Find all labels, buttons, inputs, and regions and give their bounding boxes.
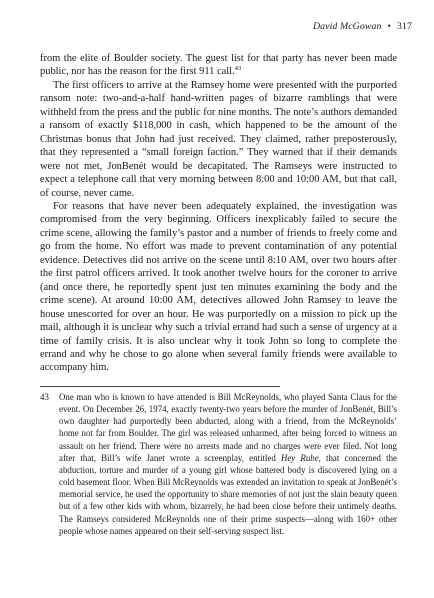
paragraph-1: [40, 52, 397, 79]
footnote-43: [40, 391, 397, 537]
footnote-text: [40, 391, 397, 537]
footnote-number: 43: [40, 392, 49, 402]
paragraph-1-text: from the elite of Boulder society. The guest list for that party has never been made public, nor has the reason for the first 911 call.: [40, 53, 397, 78]
footnote-text-part-2: , that concerned the abduction, torture and murder of a young girl whose battered body is discovered lying on a cold basement floor. When Bill McReynolds was extended an invitation to speak at JonBenét’s memorial service, he used the opportunity to share memories of not just the slain beauty queen but of a few other kids with whom, bizarrely, he had been close before their untimely deaths. The Ramseys considered McReynolds one of their prime suspects—along with 160+ other people whose names appeared on their self-serving suspect list.: [59, 452, 397, 536]
footnote-divider: [40, 386, 280, 387]
body-text: [40, 52, 397, 375]
header-author: David McGowan: [312, 21, 382, 32]
screenplay-title: Hey Rube: [280, 452, 319, 463]
footnote-text-part-1: One man who is known to have attended is Bill McReynolds, who played Santa Claus for the event. On December 26, 1974, exactly twenty-two years before the murder of JonBenét, Bill’s own daughter had purportedly been abducted, along with a friend, from the McReynolds’ home not far from Boulder. The girl was released unharmed, after being forced to witness an assault on her friend. There were no arrests made and no charges were ever filed. Not long after that, Bill’s wife Janet wrote a screenplay, entitled: [59, 392, 397, 463]
paragraph-3: For reasons that have never been adequately explained, the investigation was compromised from the very beginning. Officers inexplicably failed to secure the crime scene, allowing the family’s pastor and a number of friends to freely come and go from the home. No effort was made to prevent contamination of any potential evidence. Detectives did not arrive on the scene until 8:10 AM, over two hours after the first patrol officers arrived. It took another twelve hours for the coroner to arrive (and once there, he reportedly spent just ten minutes examining the body and the crime scene). At around 10:00 AM, detectives allowed John Ramsey to leave the house unescorted for over an hour. He was purportedly on a mission to pick up the mail, although it is unclear why such a trivial errand had such a sense of urgency at a time of family crisis. It is also unclear why it took John so long to complete the errand and why he chose to go alone when several family friends were available to accompany him.: [40, 200, 397, 374]
paragraph-2: The first officers to arrive at the Ramsey home were presented with the purported ransom note: two-and-a-half hand-written pages of bizarre ramblings that were withheld from the press and the public for nine months. The note’s authors demanded a ransom of exactly $118,000 in cash, which happened to be the amount of the Christmas bonus that John had just received. They claimed, rather preposterously, that they represented a “small foreign faction.” They warned that if their demands were not met, JonBenét would be decapitated. The Ramseys were instructed to expect a telephone call that very morning between 8:00 and 10:00 AM, but that call, of course, never came.: [40, 79, 397, 199]
running-header: [313, 21, 412, 32]
footnote-ref-43[interactable]: 43: [234, 65, 242, 73]
page-number: 317: [397, 21, 412, 32]
header-bullet: •: [387, 21, 391, 32]
